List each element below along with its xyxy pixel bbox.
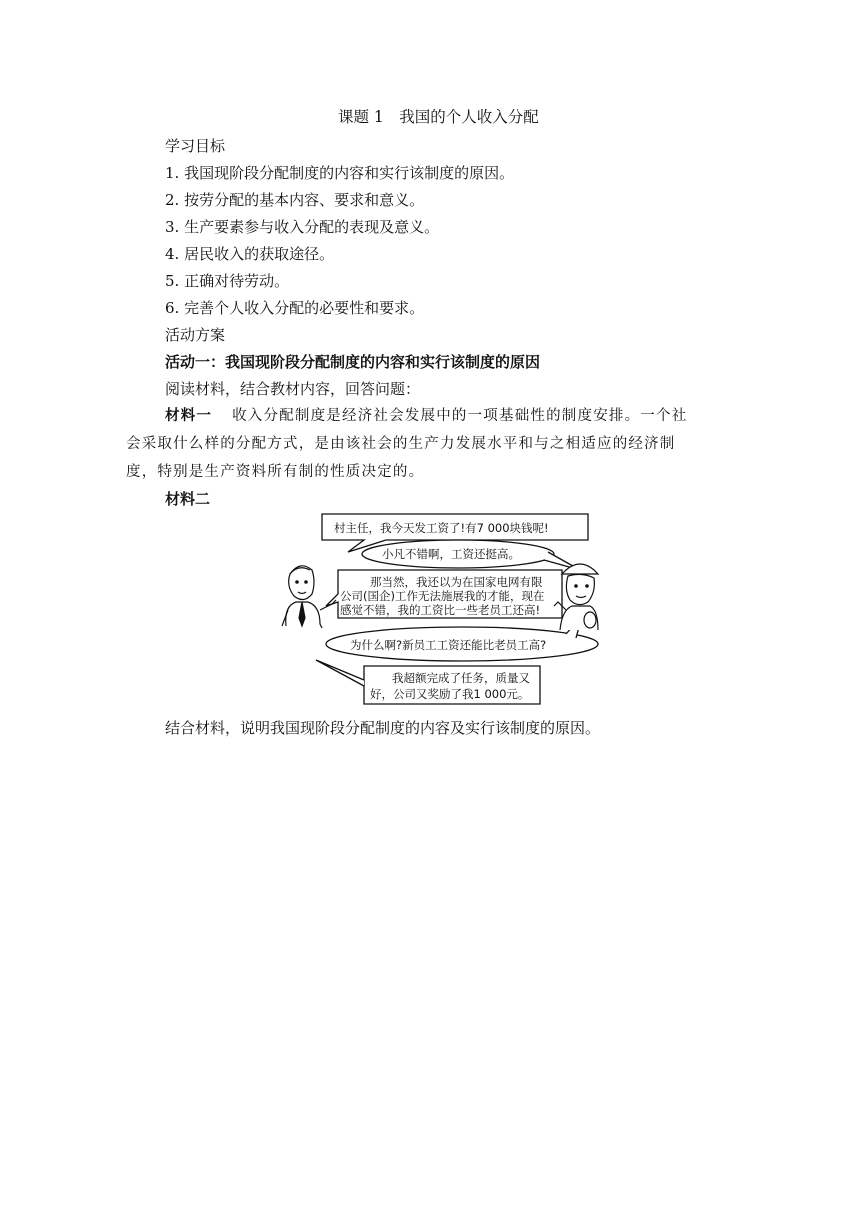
bubble5-text: 我超额完成了任务，质量又 [392,671,530,685]
bubble1-text: 村主任，我今天发工资了!有7 000块钱呢! [334,521,549,535]
objective-item: 3. 生产要素参与收入分配的表现及意义。 [165,218,440,236]
objectives-heading: 学习目标 [165,137,226,155]
instruction-text: 阅读材料，结合教材内容，回答问题： [165,380,421,398]
bubble3-text: 那当然，我还以为在国家电网有限 [370,575,543,589]
objective-item: 5. 正确对待劳动。 [165,272,290,290]
page-title: 课题 1 我国的个人收入分配 [338,108,539,126]
material2-label: 材料二 [165,490,211,508]
speech-bubble-3 [326,570,562,618]
bubble3-text: 感觉不错，我的工资比一些老员工还高! [340,603,541,617]
bubble5-text: 好，公司又奖励了我1 000元。 [370,687,530,701]
plan-heading: 活动方案 [165,326,226,344]
material1-first-line [165,406,687,426]
bubble2-text: 小凡不错啊，工资还挺高。 [382,547,520,561]
material1-line: 收入分配制度是经济社会发展中的一项基础性的制度安排。一个社 [232,408,688,424]
objective-item: 4. 居民收入的获取途径。 [165,245,335,263]
objective-item: 2. 按劳分配的基本内容、要求和意义。 [165,191,425,209]
objective-item: 6. 完善个人收入分配的必要性和要求。 [165,299,425,317]
speech-bubble-2 [362,540,580,570]
bubble4-text: 为什么啊?新员工工资还能比老员工高? [350,638,547,652]
young-employee-figure [282,566,336,628]
material1-line: 会采取什么样的分配方式，是由该社会的生产力发展水平和与之相适应的经济制 [126,436,676,452]
objective-item: 1. 我国现阶段分配制度的内容和实行该制度的原因。 [165,164,515,182]
material1-line: 度，特别是生产资料所有制的性质决定的。 [126,464,425,480]
question-text: 结合材料，说明我国现阶段分配制度的内容及实行该制度的原因。 [165,719,601,737]
bubble3-text: 公司(国企)工作无法施展我的才能，现在 [340,589,545,603]
speech-bubble-4 [326,616,598,661]
speech-bubble-5 [316,660,540,704]
material1-label: 材料一 [165,408,213,424]
activity1-heading: 活动一：我国现阶段分配制度的内容和实行该制度的原因 [165,353,541,371]
comic-illustration [276,510,600,710]
